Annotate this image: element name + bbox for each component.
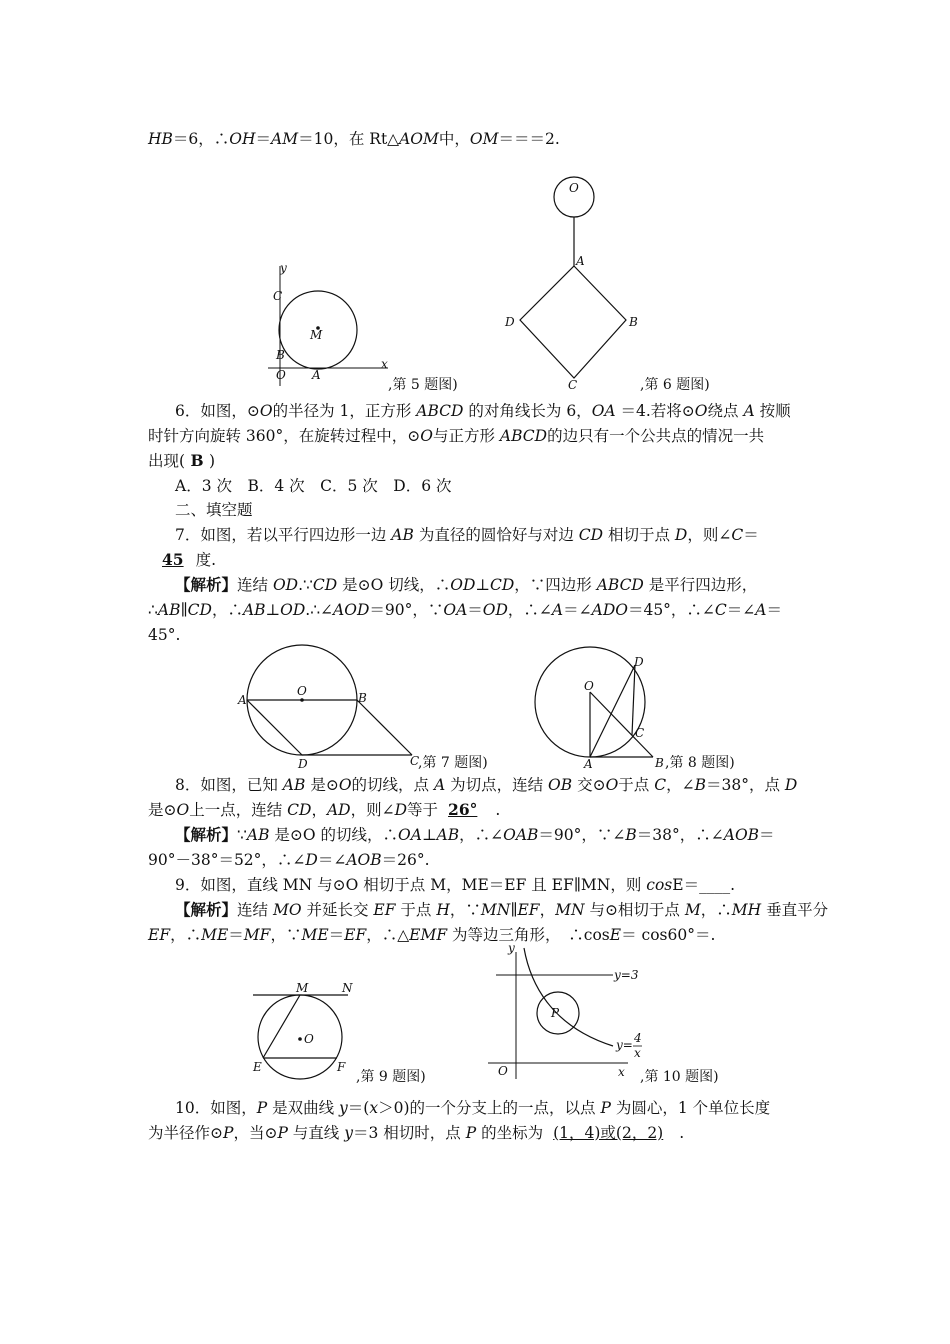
q8-answer: 26° [448, 800, 478, 819]
q8-line-2: 是⊙O上一点，连结 CD，AD，则∠D等于 26° . [148, 800, 501, 819]
figure-q10 [488, 942, 650, 1080]
caption-q7: ,第 7 题图) [418, 755, 488, 771]
label-O: O [584, 679, 594, 693]
label-O: O [569, 181, 579, 195]
caption-q5: ,第 5 题图) [388, 377, 458, 393]
label-N: N [342, 981, 353, 995]
q7-line-2: 45 度. [148, 549, 216, 571]
label-A: A [312, 368, 321, 382]
label-M: M [310, 328, 323, 342]
caption-q6: ,第 6 题图) [640, 377, 710, 393]
q7-solution-2: ∴AB∥CD，∴AB⊥OD.∴∠AOD＝90°，∵OA＝OD，∴∠A＝∠ADO＝45°，∴∠C＝∠A＝ [148, 601, 783, 619]
figure-q9 [248, 978, 363, 1078]
q6-line-1: 6．如图，⊙O的半径为 1，正方形 ABCD 的对角线长为 6，OA ＝4.若将⊙O绕点 A 按顺 [175, 402, 791, 420]
label-E: E [253, 1060, 262, 1074]
caption-q10: ,第 10 题图) [640, 1069, 719, 1085]
q7-answer: 45 [162, 550, 184, 569]
figure-q7 [236, 648, 426, 770]
label-y-equals-3: y=3 [614, 968, 639, 982]
q6-line-2: 时针方向旋转 360°，在旋转过程中，⊙O与正方形 ABCD的边只有一个公共点的情况一共 [148, 427, 765, 445]
caption-q8: ,第 8 题图) [665, 755, 735, 771]
q6-line-3: 出现( B ) [148, 451, 216, 470]
q7-solution-3: 45°. [148, 626, 181, 644]
q6-options: A．3 次 B．4 次 C．5 次 D．6 次 [175, 477, 452, 495]
label-hyperbola-den: x [634, 1046, 641, 1060]
label-B: B [276, 348, 285, 362]
label-O: O [304, 1032, 314, 1046]
q9-solution-1: 【解析】连结 MO 并延长交 EF 于点 H，∵MN∥EF，MN 与⊙相切于点 M，∴MH 垂直平分 [175, 900, 829, 919]
label-O: O [297, 684, 307, 698]
label-O: O [498, 1064, 508, 1078]
figure-q6 [500, 170, 650, 395]
section-heading: 二、填空题 [175, 501, 253, 519]
q10-line-1: 10．如图，P 是双曲线 y＝(x＞0)的一个分支上的一点，以点 P 为圆心，1 个单位长度 [175, 1099, 771, 1117]
label-P: P [551, 1006, 560, 1020]
label-A: A [584, 757, 593, 771]
label-A: A [238, 693, 247, 707]
q7-solution-1: 【解析】连结 OD.∵CD 是⊙O 切线，∴OD⊥CD，∵四边形 ABCD 是平行四边形， [175, 575, 758, 594]
q9-solution-2: EF，∴ME＝MF，∵ME＝EF，∴△EMF 为等边三角形， ∴cosE＝ cos60°＝. [148, 926, 716, 944]
label-C: C [410, 754, 420, 768]
label-M: M [296, 981, 309, 995]
label-C: C [273, 289, 283, 303]
q7-line-1: 7．如图，若以平行四边形一边 AB 为直径的圆恰好与对边 CD 相切于点 D，则∠C＝ [175, 526, 759, 544]
label-D: D [298, 757, 308, 771]
label-hyperbola-lhs: y= [616, 1038, 633, 1052]
figure-q8 [528, 650, 678, 770]
q9-line-1: 9．如图，直线 MN 与⊙O 相切于点 M，ME＝EF 且 EF∥MN，则 cosE＝____. [175, 876, 735, 894]
q8-line-1: 8．如图，已知 AB 是⊙O的切线，点 A 为切点，连结 OB 交⊙O于点 C，∠B＝38°，点 D [175, 776, 798, 794]
label-D: D [634, 655, 644, 669]
q8-solution-1: 【解析】∵AB 是⊙O 的切线，∴OA⊥AB，∴∠OAB＝90°，∵∠B＝38°，∴∠AOB＝ [175, 825, 775, 844]
label-F: F [337, 1060, 346, 1074]
label-B: B [629, 315, 638, 329]
figure-q5 [268, 258, 398, 388]
label-D: D [505, 315, 515, 329]
q10-line-2: 为半径作⊙P，当⊙P 与直线 y＝3 相切时，点 P 的坐标为 (1，4)或(2，2) . [148, 1124, 685, 1142]
label-O: O [276, 368, 286, 382]
label-x: x [618, 1065, 625, 1079]
label-C: C [635, 726, 645, 740]
label-y: y [280, 261, 287, 275]
label-x: x [381, 357, 388, 371]
label-A: A [576, 254, 585, 268]
label-y: y [508, 941, 515, 955]
caption-q9: ,第 9 题图) [356, 1069, 426, 1085]
label-B: B [358, 691, 367, 705]
q6-answer: B [185, 451, 209, 470]
label-B: B [655, 756, 664, 770]
q10-answer: (1，4)或(2，2) [553, 1124, 664, 1142]
solution-line-q5: HB＝6，∴OH＝AM＝10，在 Rt△AOM中，OM＝＝＝2. [148, 130, 560, 148]
q8-solution-2: 90°－38°＝52°，∴∠D＝∠AOB＝26°. [148, 851, 430, 869]
label-C: C [568, 378, 578, 392]
label-hyperbola-num: 4 [634, 1031, 642, 1045]
